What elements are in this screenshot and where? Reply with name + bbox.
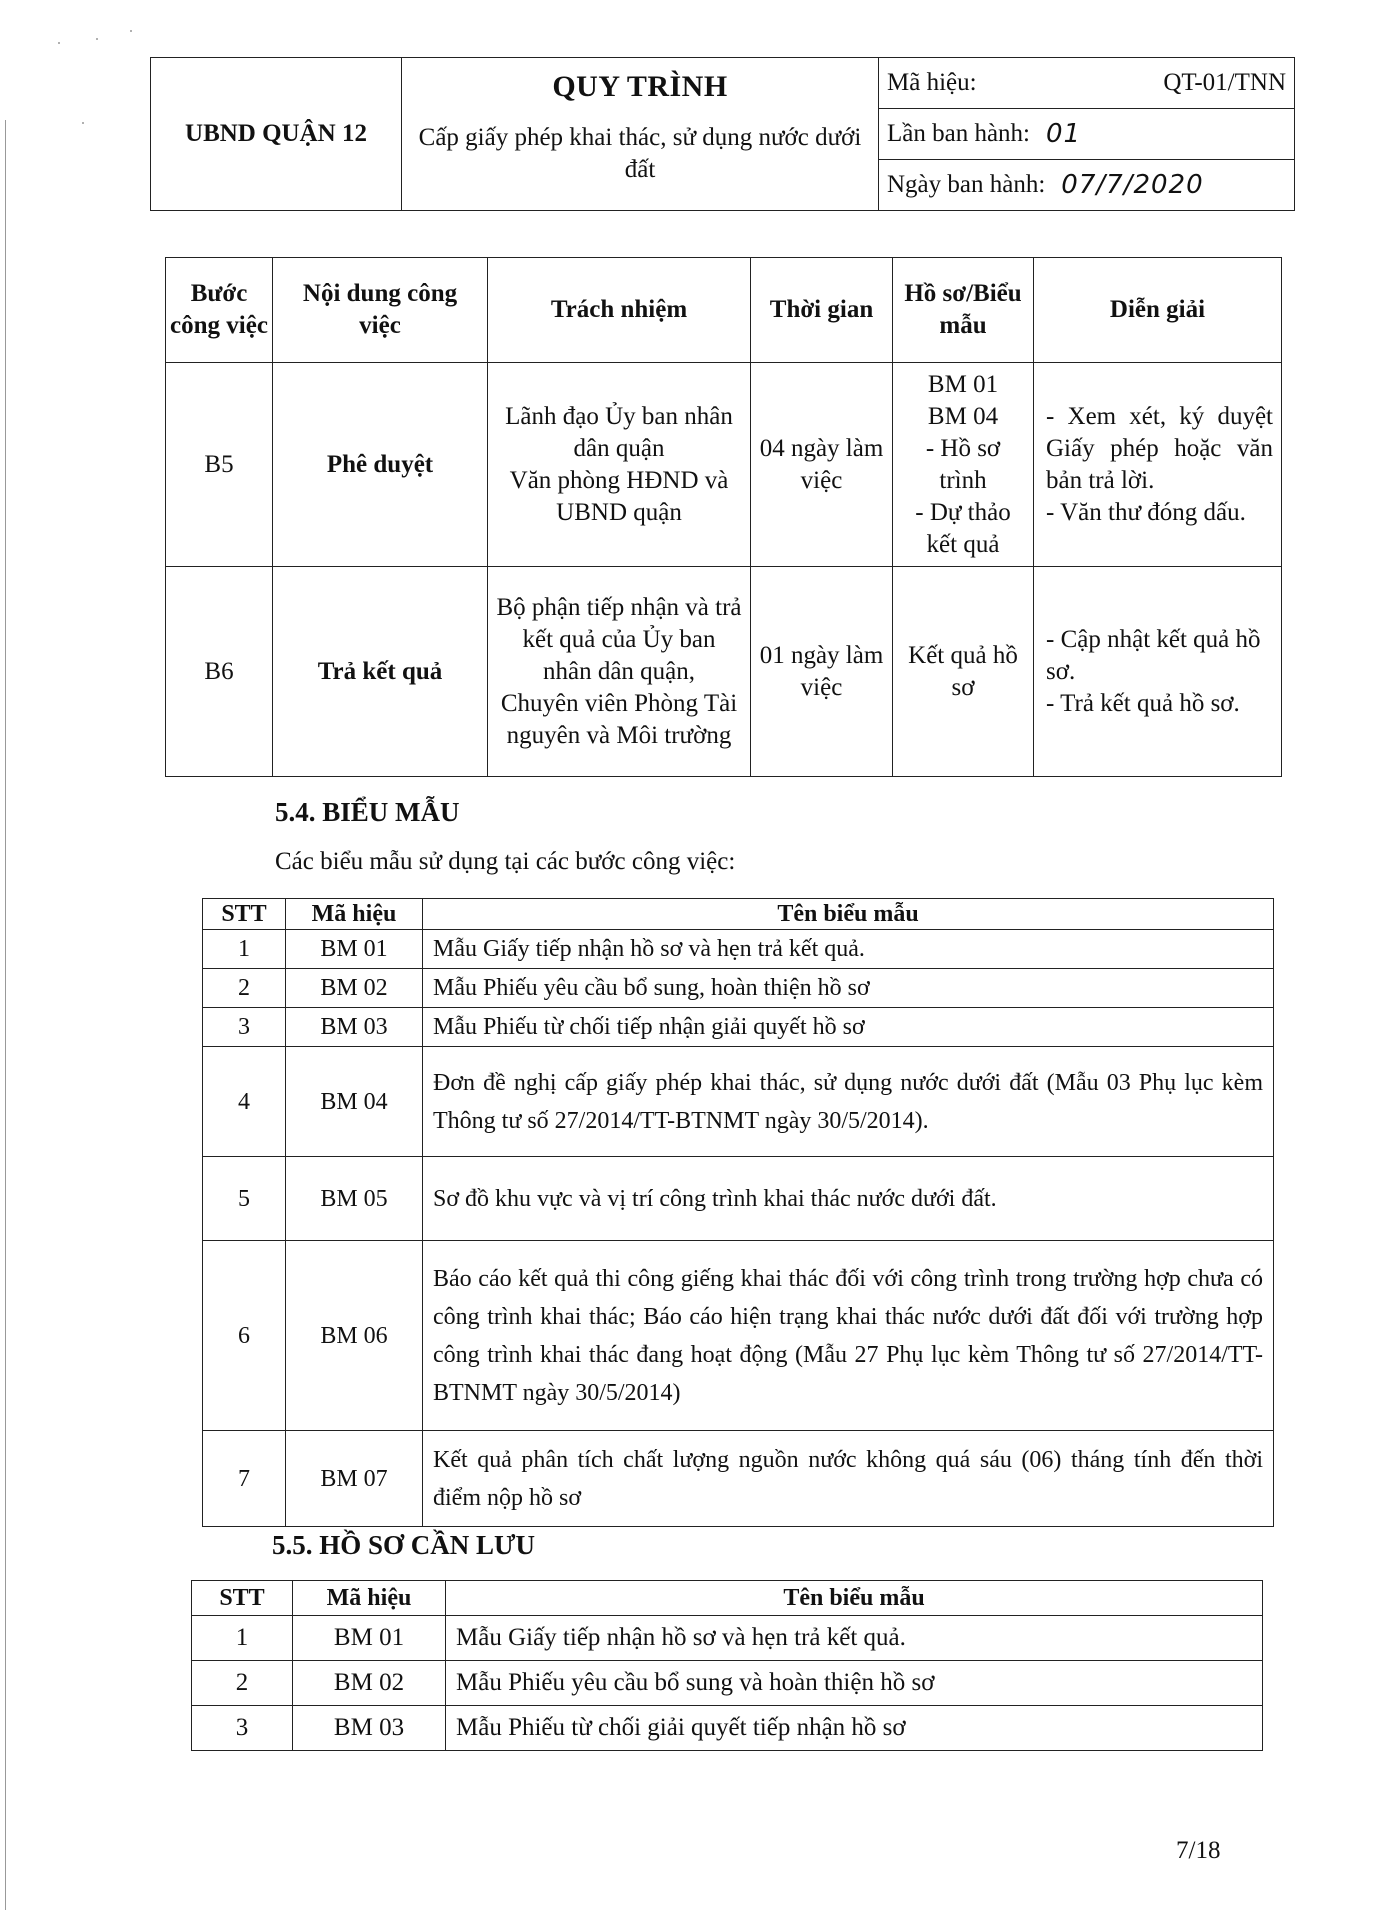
scan-speck <box>58 42 60 44</box>
col-code: Mã hiệu <box>286 899 423 930</box>
table-row <box>192 1616 1263 1661</box>
table-row <box>166 567 1282 777</box>
row-stt: 6 <box>203 1241 286 1431</box>
table-row <box>203 1047 1274 1157</box>
row-name: Báo cáo kết quả thi công giếng khai thác đối với công trình trong trường hợp chưa có công trình khai thác; Báo cáo hiện trạng khai thác nước dưới đất đối với trường hợp công trình khai thác đang hoạt động (Mẫu 27 Phụ lục kèm Thông tư số 27/2014/TT-BTNMT ngày 30/5/2014) <box>423 1241 1274 1431</box>
row-stt: 5 <box>203 1157 286 1241</box>
col-name: Tên biểu mẫu <box>446 1581 1263 1616</box>
table-row <box>192 1661 1263 1706</box>
step-content: Trả kết quả <box>273 567 488 777</box>
forms-header-row <box>203 899 1274 930</box>
code-value: QT-01/TNN <box>1163 69 1286 96</box>
issue-cell <box>879 109 1295 160</box>
col-explain: Diễn giải <box>1034 258 1282 363</box>
responsibility-line: Bộ phận tiếp nhận và trả kết quả của Ủy ban nhân dân quận, <box>496 593 742 685</box>
row-name: Mẫu Phiếu từ chối giải quyết tiếp nhận hồ sơ <box>446 1706 1263 1751</box>
row-stt: 1 <box>192 1616 293 1661</box>
col-time: Thời gian <box>751 258 893 363</box>
code-label: Mã hiệu: <box>887 69 977 96</box>
step-content: Phê duyệt <box>273 363 488 567</box>
explain-line: - Xem xét, ký duyệt Giấy phép hoặc văn bản trả lời. <box>1046 402 1273 494</box>
explain-line: - Trả kết quả hồ sơ. <box>1046 689 1240 717</box>
row-code: BM 04 <box>286 1047 423 1157</box>
form-line: BM 01 <box>927 370 999 398</box>
document-title-cell <box>402 58 879 211</box>
table-row <box>203 1157 1274 1241</box>
row-stt: 3 <box>203 1008 286 1047</box>
col-code: Mã hiệu <box>293 1581 446 1616</box>
row-code: BM 01 <box>286 930 423 969</box>
table-row <box>203 1241 1274 1431</box>
scan-edge-line <box>5 120 6 1910</box>
table-row <box>203 1431 1274 1527</box>
document-header <box>150 57 1295 211</box>
step-time: 04 ngày làm việc <box>751 363 893 567</box>
step-time: 01 ngày làm việc <box>751 567 893 777</box>
scan-speck <box>96 38 98 40</box>
row-code: BM 01 <box>293 1616 446 1661</box>
responsibility-line: Lãnh đạo Ủy ban nhân dân quận <box>505 402 733 462</box>
process-table <box>165 257 1282 777</box>
col-name: Tên biểu mẫu <box>423 899 1274 930</box>
row-name: Mẫu Phiếu yêu cầu bổ sung và hoàn thiện hồ sơ <box>446 1661 1263 1706</box>
row-code: BM 06 <box>286 1241 423 1431</box>
col-stt: STT <box>192 1581 293 1616</box>
step-forms <box>893 567 1034 777</box>
section-54-heading: 5.4. BIỂU MẪU <box>275 797 460 827</box>
table-row <box>203 1008 1274 1047</box>
row-code: BM 07 <box>286 1431 423 1527</box>
row-code: BM 02 <box>293 1661 446 1706</box>
row-code: BM 05 <box>286 1157 423 1241</box>
step-code: B5 <box>166 363 273 567</box>
page-number: 7/18 <box>1176 1837 1221 1864</box>
section-55-heading: 5.5. HỒ SƠ CẦN LƯU <box>272 1530 536 1560</box>
scan-speck <box>130 30 132 32</box>
table-row <box>166 363 1282 567</box>
table-row <box>203 969 1274 1008</box>
records-header-row <box>192 1581 1263 1616</box>
document-title: QUY TRÌNH <box>552 70 728 103</box>
date-label: Ngày ban hành: <box>887 171 1046 198</box>
organization-name: UBND QUẬN 12 <box>151 58 402 211</box>
explain-line: - Cập nhật kết quả hồ sơ. <box>1046 625 1261 685</box>
row-code: BM 02 <box>286 969 423 1008</box>
scan-speck <box>82 122 84 124</box>
row-name: Mẫu Giấy tiếp nhận hồ sơ và hẹn trả kết quả. <box>423 930 1274 969</box>
row-code: BM 03 <box>293 1706 446 1751</box>
row-stt: 4 <box>203 1047 286 1157</box>
row-name: Mẫu Giấy tiếp nhận hồ sơ và hẹn trả kết quả. <box>446 1616 1263 1661</box>
document-subtitle: Cấp giấy phép khai thác, sử dụng nước dưới đất <box>418 124 862 183</box>
form-line: - Dự thảo kết quả <box>915 498 1011 558</box>
date-cell <box>879 160 1295 211</box>
row-name: Mẫu Phiếu từ chối tiếp nhận giải quyết hồ sơ <box>423 1008 1274 1047</box>
col-step: Bước công việc <box>166 258 273 363</box>
col-forms: Hồ sơ/Biểu mẫu <box>893 258 1034 363</box>
responsibility-line: Văn phòng HĐND và UBND quận <box>509 466 729 526</box>
table-row <box>192 1706 1263 1751</box>
records-table <box>191 1580 1263 1751</box>
form-line: - Hồ sơ trình <box>925 434 1001 494</box>
date-value: 07/7/2020 <box>1061 170 1204 200</box>
col-responsibility: Trách nhiệm <box>488 258 751 363</box>
table-row <box>203 930 1274 969</box>
step-explain <box>1034 363 1282 567</box>
step-code: B6 <box>166 567 273 777</box>
process-header-row <box>166 258 1282 363</box>
responsibility-line: Chuyên viên Phòng Tài nguyên và Môi trường <box>500 689 738 749</box>
code-cell <box>879 58 1295 109</box>
issue-value: 01 <box>1046 119 1082 149</box>
forms-table <box>202 898 1274 1527</box>
step-responsibility <box>488 363 751 567</box>
col-content: Nội dung công việc <box>273 258 488 363</box>
form-line: Kết quả hồ sơ <box>908 641 1018 701</box>
step-responsibility <box>488 567 751 777</box>
col-stt: STT <box>203 899 286 930</box>
explain-line: - Văn thư đóng dấu. <box>1046 498 1246 526</box>
row-name: Mẫu Phiếu yêu cầu bổ sung, hoàn thiện hồ sơ <box>423 969 1274 1008</box>
form-line: BM 04 <box>927 402 999 430</box>
step-forms <box>893 363 1034 567</box>
row-stt: 2 <box>203 969 286 1008</box>
row-code: BM 03 <box>286 1008 423 1047</box>
step-explain <box>1034 567 1282 777</box>
section-54-intro: Các biểu mẫu sử dụng tại các bước công việc: <box>275 848 736 875</box>
issue-label: Lần ban hành: <box>887 120 1031 147</box>
row-name: Đơn đề nghị cấp giấy phép khai thác, sử dụng nước dưới đất (Mẫu 03 Phụ lục kèm Thông tư số 27/2014/TT-BTNMT ngày 30/5/2014). <box>423 1047 1274 1157</box>
row-name: Sơ đồ khu vực và vị trí công trình khai thác nước dưới đất. <box>423 1157 1274 1241</box>
row-stt: 2 <box>192 1661 293 1706</box>
row-stt: 1 <box>203 930 286 969</box>
row-stt: 7 <box>203 1431 286 1527</box>
row-name: Kết quả phân tích chất lượng nguồn nước không quá sáu (06) tháng tính đến thời điểm nộp hồ sơ <box>423 1431 1274 1527</box>
row-stt: 3 <box>192 1706 293 1751</box>
